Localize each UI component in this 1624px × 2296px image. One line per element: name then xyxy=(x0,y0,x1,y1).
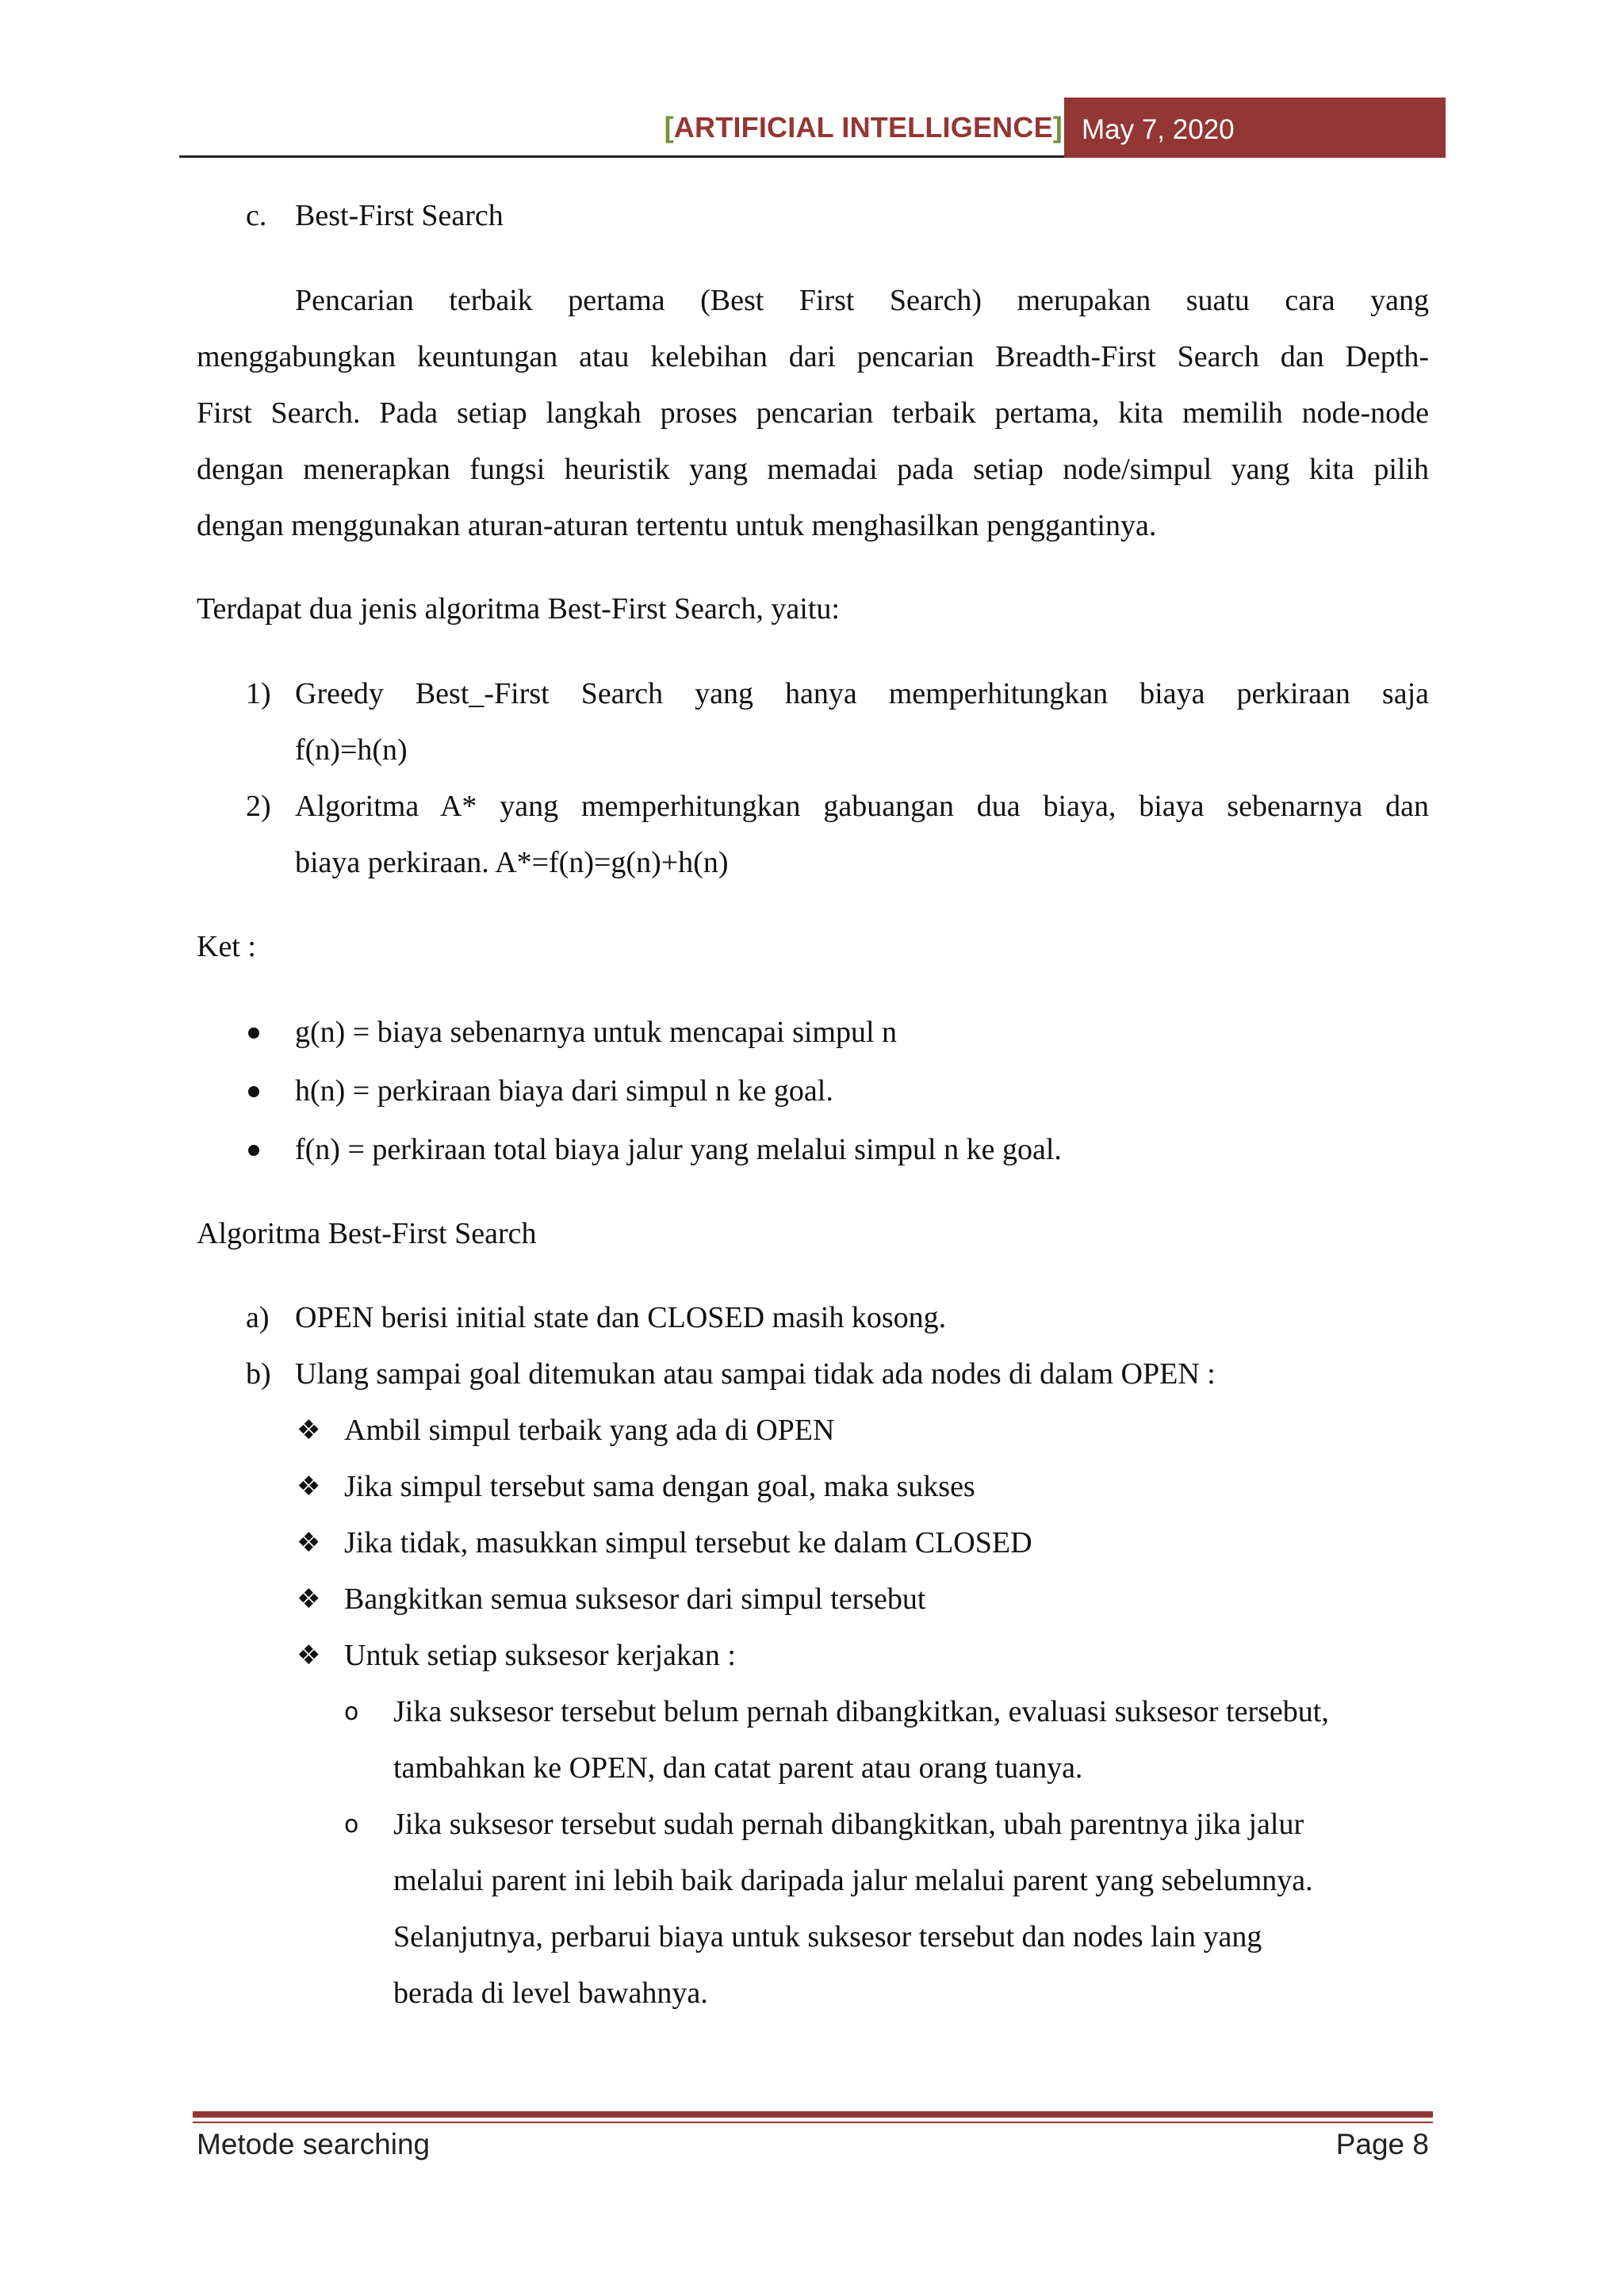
intro-line-2: menggabungkan keuntungan atau kelebihan dari pencarian Breadth-First Search dan Depth- xyxy=(197,340,1429,373)
sub-step-4: Bangkitkan semua suksesor dari simpul tersebut xyxy=(344,1582,926,1616)
header-bracket-close: ] xyxy=(1052,111,1063,144)
ket-bullet-1 xyxy=(248,1027,259,1039)
algo-title: Algoritma Best-First Search xyxy=(197,1217,537,1250)
type-2-marker: 2) xyxy=(246,790,271,823)
sub-step-1: Ambil simpul terbaik yang ada di OPEN xyxy=(344,1414,835,1447)
circle-bullet-icon: o xyxy=(344,1811,359,1839)
type-1-line-2: f(n)=h(n) xyxy=(295,733,408,767)
intro-line-5: dengan menggunakan aturan-aturan tertentu untuk menghasilkan penggantinya. xyxy=(197,509,1157,542)
ket-bullet-2 xyxy=(248,1086,259,1097)
case-2-line-2: melalui parent ini lebih baik daripada jalur melalui parent yang sebelumnya. xyxy=(393,1864,1313,1897)
section-heading: Best-First Search xyxy=(295,199,504,232)
step-a-text: OPEN berisi initial state dan CLOSED masih kosong. xyxy=(295,1301,947,1334)
ket-item-1: g(n) = biaya sebenarnya untuk mencapai simpul n xyxy=(295,1016,898,1049)
sub-step-5: Untuk setiap suksesor kerjakan : xyxy=(344,1639,736,1672)
ket-bullet-3 xyxy=(248,1145,259,1156)
type-1-line-1: Greedy Best_-First Search yang hanya memperhitungkan biaya perkiraan saja xyxy=(295,677,1429,710)
header-title xyxy=(665,111,1063,144)
footer-rule-thin xyxy=(193,2122,1433,2123)
header-title-text: ARTIFICIAL INTELLIGENCE xyxy=(673,111,1053,144)
diamond-bullet-icon: ❖ xyxy=(297,1414,321,1446)
sub-step-3: Jika tidak, masukkan simpul tersebut ke dalam CLOSED xyxy=(344,1526,1032,1559)
sub-step-2: Jika simpul tersebut sama dengan goal, maka sukses xyxy=(344,1470,975,1503)
case-1-line-2: tambahkan ke OPEN, dan catat parent atau orang tuanya. xyxy=(393,1751,1083,1785)
diamond-bullet-icon: ❖ xyxy=(297,1471,321,1502)
footer-page-number: Page 8 xyxy=(1335,2128,1429,2160)
ket-label: Ket : xyxy=(197,930,256,963)
header-rule xyxy=(179,155,1064,158)
step-b-marker: b) xyxy=(246,1357,271,1391)
circle-bullet-icon: o xyxy=(344,1698,359,1726)
case-2-line-4: berada di level bawahnya. xyxy=(393,1976,708,2010)
type-2-line-2: biaya perkiraan. A*=f(n)=g(n)+h(n) xyxy=(295,846,729,879)
type-1-marker: 1) xyxy=(246,677,271,710)
diamond-bullet-icon: ❖ xyxy=(297,1527,321,1559)
diamond-bullet-icon: ❖ xyxy=(297,1640,321,1671)
intro-line-1: Pencarian terbaik pertama (Best First Search) merupakan suatu cara yang xyxy=(295,284,1429,317)
diamond-bullet-icon: ❖ xyxy=(297,1583,321,1615)
case-2-line-1: Jika suksesor tersebut sudah pernah dibangkitkan, ubah parentnya jika jalur xyxy=(393,1808,1304,1841)
types-intro: Terdapat dua jenis algoritma Best-First Search, yaitu: xyxy=(197,592,840,626)
section-marker: c. xyxy=(246,199,267,232)
header-date: May 7, 2020 xyxy=(1082,114,1235,145)
step-b-text: Ulang sampai goal ditemukan atau sampai tidak ada nodes di dalam OPEN : xyxy=(295,1357,1216,1391)
intro-line-3: First Search. Pada setiap langkah proses pencarian terbaik pertama, kita memilih node-node xyxy=(197,396,1429,430)
footer-rule-thick xyxy=(193,2111,1433,2118)
header-bracket-open: [ xyxy=(664,111,674,144)
intro-line-4: dengan menerapkan fungsi heuristik yang memadai pada setiap node/simpul yang kita pilih xyxy=(197,453,1429,486)
type-2-line-1: Algoritma A* yang memperhitungkan gabuangan dua biaya, biaya sebenarnya dan xyxy=(295,790,1429,823)
case-2-line-3: Selanjutnya, perbarui biaya untuk suksesor tersebut dan nodes lain yang xyxy=(393,1920,1262,1954)
step-a-marker: a) xyxy=(246,1301,270,1334)
case-1-line-1: Jika suksesor tersebut belum pernah dibangkitkan, evaluasi suksesor tersebut, xyxy=(393,1695,1329,1728)
footer-left-text: Metode searching xyxy=(197,2128,431,2160)
ket-item-2: h(n) = perkiraan biaya dari simpul n ke goal. xyxy=(295,1074,833,1108)
ket-item-3: f(n) = perkiraan total biaya jalur yang melalui simpul n ke goal. xyxy=(295,1133,1062,1166)
